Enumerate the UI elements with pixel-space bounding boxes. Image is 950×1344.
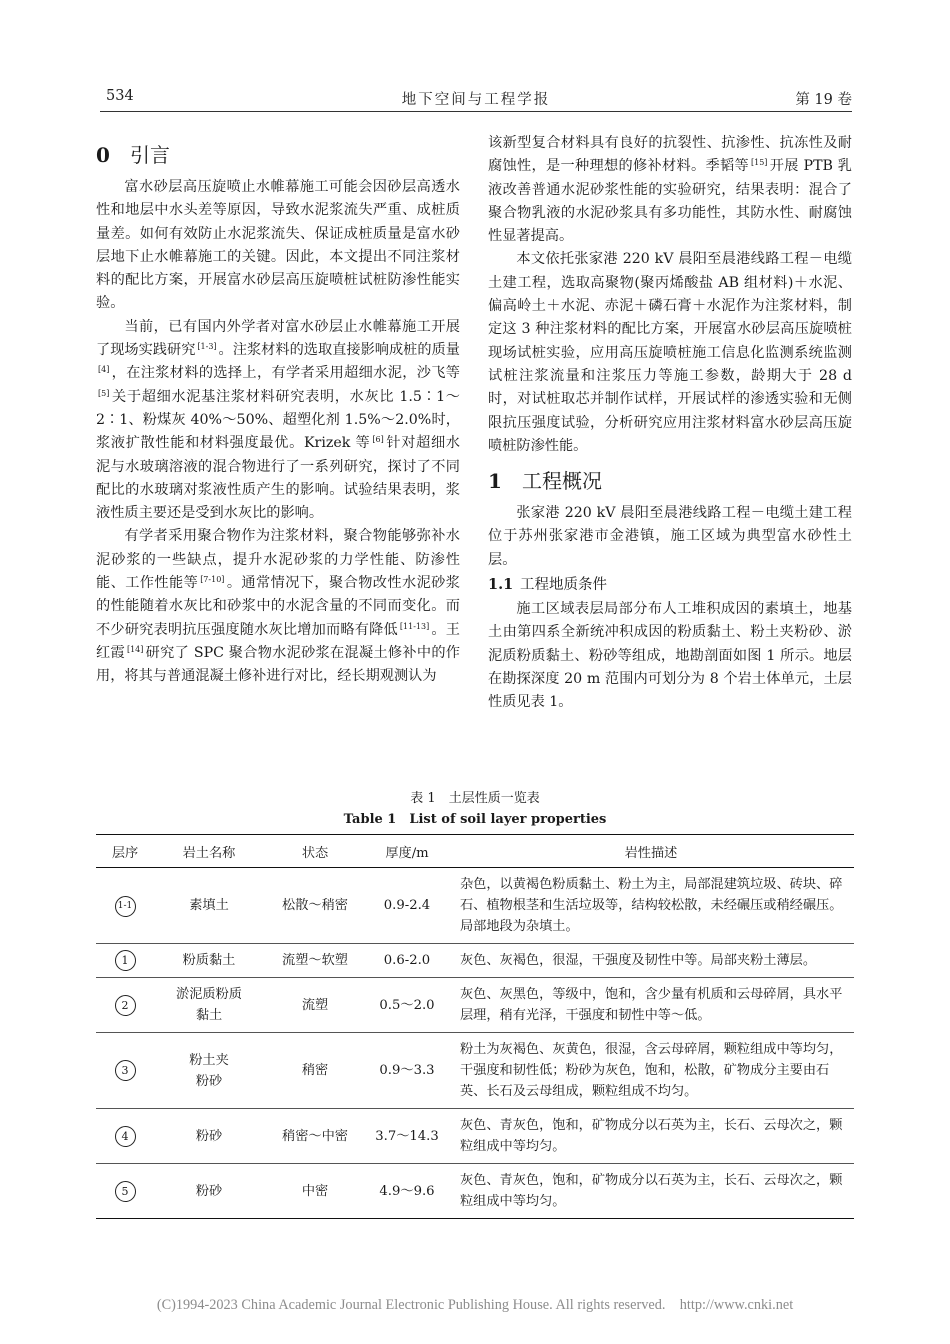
layer-thickness: 0.5～2.0	[366, 978, 448, 1033]
layer-id: 4	[115, 1126, 136, 1147]
table-row	[96, 1109, 854, 1164]
layer-description: 粉土为灰褐色、灰黄色，很湿，含云母碎屑，颗粒组成中等均匀，干强度和韧性低；粉砂为灰色，饱和，松散，矿物成分主要由石英、长石及云母组成，颗粒组成不均匀。	[448, 1033, 854, 1109]
table-row	[96, 868, 854, 944]
intro-paragraph-2: 当前，已有国内外学者对富水砂层止水帷幕施工开展了现场实践研究 [1-3] 。注浆材料的选取直接影响成桩的质量[4] ，在注浆材料的选择上，有学者采用超细水泥，沙飞等[5] 关于超细水泥基注浆材料研究表明，水灰比 1.5∶1～2∶1、粉煤灰 40%～50%、超塑化剂 1.5%～2.0%时，浆液扩散性能和材料强度最优。Krizek 等 [6] 针对超细水泥与水玻璃溶液的混合物进行了一系列研究，探讨了不同配比的水玻璃对浆液性质产生的影响。试验结果表明，浆液性质主要还是受到水灰比的影响。	[96, 318, 460, 522]
intro-paragraph-3: 有学者采用聚合物作为注浆材料，聚合物能够弥补水泥砂浆的一些缺点，提升水泥砂浆的力学性能、防渗性能、工作性能等 [7-10] 。通常情况下，聚合物改性水泥砂浆的性能随着水灰比和砂浆中的水泥含量的不同而变化。而不少研究表明抗压强度随水灰比增加而略有降低 [11-13] 。王红霞 [14] 研究了 SPC 聚合物水泥砂浆在混凝土修补中的作用，将其与普通混凝土修补进行对比，经长期观测认为	[96, 528, 460, 685]
overview-paragraph-1: 张家港 220 kV 晨阳至晨港线路工程－电缆土建工程位于苏州张家港市金港镇，施工区域为典型富水砂性土层。	[488, 505, 852, 568]
layer-description: 灰色、灰褐色，很湿，干强度及韧性中等。局部夹粉土薄层。	[448, 944, 854, 978]
section-heading-intro: 0 引言	[96, 143, 170, 167]
running-header	[100, 86, 852, 112]
layer-id: 1	[115, 950, 136, 971]
section-heading-overview: 1 工程概况	[488, 469, 602, 494]
layer-name: 粉土夹粉砂	[154, 1033, 264, 1109]
journal-title: 地下空间与工程学报	[401, 92, 551, 108]
citation: [15]	[750, 158, 768, 168]
layer-thickness: 0.6-2.0	[366, 944, 448, 978]
subsection-heading-geology: 1.1 工程地质条件	[488, 576, 607, 594]
layer-thickness: 3.7～14.3	[366, 1109, 448, 1164]
layer-thickness: 0.9-2.4	[366, 868, 448, 944]
soil-layer-table	[96, 834, 854, 1219]
column-header: 岩土名称	[154, 835, 264, 868]
layer-state: 稍密～中密	[264, 1109, 366, 1164]
intro-paragraph-1: 富水砂层高压旋喷止水帷幕施工可能会因砂层高透水性和地层中水头差等原因，导致水泥浆流失严重、成桩质量差。如何有效防止水泥浆流失、保证成桩质量是富水砂层地下止水帷幕施工的关键。因此，本文提出不同注浆材料的配比方案，开展富水砂层高压旋喷桩试桩防渗性能实验。	[96, 179, 460, 312]
table-caption-cn: 表 1 土层性质一览表	[410, 791, 540, 806]
intro-paragraph-4: 本文依托张家港 220 kV 晨阳至晨港线路工程－电缆土建工程，选取高聚物(聚丙烯酸盐 AB 组材料)＋水泥、偏高岭土＋水泥、赤泥＋磷石膏＋水泥作为注浆材料，制定这 3 种注浆材料的配比方案，开展富水砂层高压旋喷桩现场试桩实验，应用高压旋喷桩施工信息化监测系统监测试桩注浆流量和注浆压力等施工参数，龄期大于 28 d 时，对试桩取芯并制作试样，开展试样的渗透实验和无侧限抗压强度试验，分析研究应用注浆材料富水砂层高压旋喷桩防渗性能。	[488, 251, 852, 454]
column-header: 层序	[96, 835, 154, 868]
layer-thickness: 0.9～3.3	[366, 1033, 448, 1109]
intro-paragraph-3-cont: 该新型复合材料具有良好的抗裂性、抗渗性、抗冻性及耐腐蚀性，是一种理想的修补材料。季韬等 [15] 开展 PTB 乳液改善普通水泥砂浆性能的实验研究，结果表明：混合了聚合物乳液的水泥砂浆具有多功能性，其防水性、耐腐蚀性显著提高。	[488, 135, 852, 245]
layer-name: 粉砂	[154, 1164, 264, 1219]
layer-state: 稍密	[264, 1033, 366, 1109]
citation: [4]	[98, 365, 110, 375]
layer-description: 灰色、青灰色，饱和，矿物成分以石英为主，长石、云母次之，颗粒组成中等均匀。	[448, 1164, 854, 1219]
layer-thickness: 4.9～9.6	[366, 1164, 448, 1219]
layer-state: 流塑～软塑	[264, 944, 366, 978]
layer-id: 2	[115, 995, 136, 1016]
table-caption-en: Table 1 List of soil layer properties	[343, 812, 607, 827]
layer-name: 淤泥质粉质黏土	[154, 978, 264, 1033]
layer-name: 粉砂	[154, 1109, 264, 1164]
layer-id: 5	[115, 1181, 136, 1202]
citation: [1-3]	[197, 342, 217, 352]
left-column	[96, 132, 460, 689]
layer-description: 灰色、灰黑色，等级中，饱和，含少量有机质和云母碎屑，具水平层理，稍有光泽，干强度和韧性中等～低。	[448, 978, 854, 1033]
layer-name: 粉质黏土	[154, 944, 264, 978]
column-header: 岩性描述	[448, 835, 854, 868]
right-column	[488, 132, 852, 715]
citation: [11-13]	[399, 621, 430, 631]
column-header: 状态	[264, 835, 366, 868]
column-header: 厚度/m	[366, 835, 448, 868]
header-rule	[100, 111, 852, 112]
table-row	[96, 978, 854, 1033]
overview-paragraph-2: 施工区域表层局部分布人工堆积成因的素填土，地基土由第四系全新统冲积成因的粉质黏土、粉土夹粉砂、淤泥质粉质黏土、粉砂等组成，地勘剖面如图 1 所示。地层在勘探深度 20 m 范围内可划分为 8 个岩土体单元，土层性质见表 1。	[488, 601, 852, 711]
copyright-footer: (C)1994-2023 China Academic Journal Electronic Publishing House. All rights reserved. http://www.cnki.net	[156, 1297, 794, 1313]
page-number: 534	[106, 88, 134, 104]
layer-state: 流塑	[264, 978, 366, 1033]
citation: [7-10]	[200, 575, 225, 585]
layer-state: 中密	[264, 1164, 366, 1219]
layer-description: 灰色、青灰色，饱和，矿物成分以石英为主，长石、云母次之，颗粒组成中等均匀。	[448, 1109, 854, 1164]
table-header-row	[96, 835, 854, 868]
table-row	[96, 1164, 854, 1219]
layer-state: 松散～稍密	[264, 868, 366, 944]
citation: [14]	[126, 644, 144, 654]
layer-id: 3	[115, 1060, 136, 1081]
layer-description: 杂色，以黄褐色粉质黏土、粉土为主，局部混建筑垃圾、砖块、碎石、植物根茎和生活垃圾等，结构较松散，未经碾压或稍经碾压。局部地段为杂填土。	[448, 868, 854, 944]
citation: [5]	[98, 388, 110, 398]
layer-id: 1-1	[115, 896, 136, 917]
table-row	[96, 1033, 854, 1109]
citation: [6]	[372, 435, 384, 445]
table-row	[96, 944, 854, 978]
volume-label: 第 19 卷	[795, 92, 852, 108]
layer-name: 素填土	[154, 868, 264, 944]
